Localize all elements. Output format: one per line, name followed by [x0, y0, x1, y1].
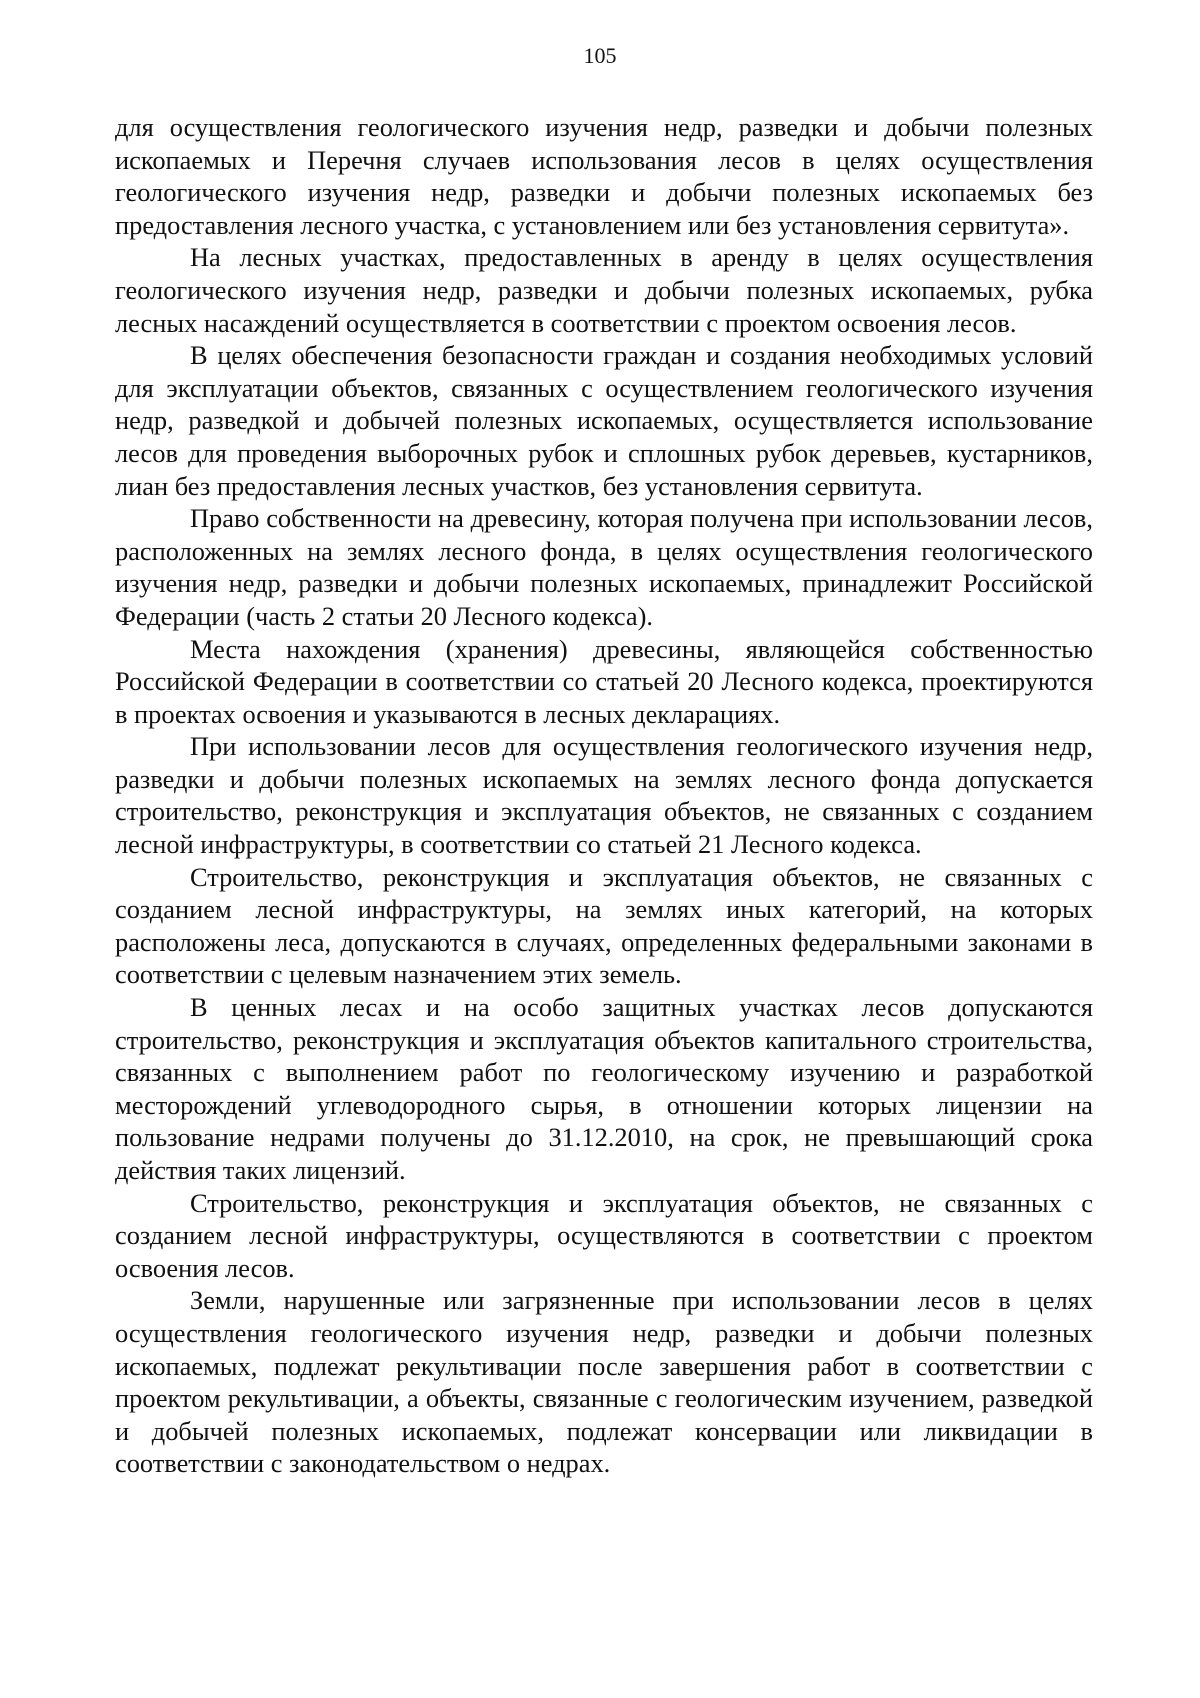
paragraph: На лесных участках, предоставленных в аренду в целях осуществления геологического изучения недр, разведки и добычи полезных ископаемых, рубка лесных насаждений осуществляется в соответствии с проектом освоения лесов. [115, 242, 1093, 338]
paragraph: В целях обеспечения безопасности граждан и создания необходимых условий для эксплуатации объектов, связанных с осуществлением геологического изучения недр, разведкой и добычей полезных ископаемых, осуществляется использование лесов для проведения выборочных рубок и сплошных рубок деревьев, кустарников, лиан без предоставления лесных участков, без установления сервитута. [115, 340, 1093, 501]
paragraph: При использовании лесов для осуществления геологического изучения недр, разведки и добычи полезных ископаемых на землях лесного фонда допускается строительство, реконструкция и эксплуатация объектов, не связанных с созданием лесной инфраструктуры, в соответствии со статьей 21 Лесного кодекса. [115, 731, 1093, 860]
page-number: 105 [583, 43, 617, 68]
body-text [115, 111, 1093, 1480]
paragraph: Места нахождения (хранения) древесины, являющейся собственностью Российской Федерации в соответствии со статьей 20 Лесного кодекса, проектируются в проектах освоения и указываются в лесных декларациях. [115, 633, 1093, 729]
paragraph: Строительство, реконструкция и эксплуатация объектов, не связанных с созданием лесной инфраструктуры, осуществляются в соответствии с проектом освоения лесов. [115, 1187, 1093, 1283]
paragraph: Строительство, реконструкция и эксплуатация объектов, не связанных с созданием лесной инфраструктуры, на землях иных категорий, на которых расположены леса, допускаются в случаях, определенных федеральными законами в соответствии с целевым назначением этих земель. [115, 861, 1093, 990]
paragraph: для осуществления геологического изучения недр, разведки и добычи полезных ископаемых и Перечня случаев использования лесов в целях осуществления геологического изучения недр, разведки и добычи полезных ископаемых без предоставления лесного участка, с установлением или без установления сервитута». [115, 112, 1093, 240]
paragraph: В ценных лесах и на особо защитных участках лесов допускаются строительство, реконструкция и эксплуатация объектов капитального строительства, связанных с выполнением работ по геологическому изучению и разработкой месторождений углеводородного сырья, в отношении которых лицензии на пользование недрами получены до 31.12.2010, на срок, не превышающий срока действия таких лицензий. [115, 992, 1093, 1185]
paragraph: Земли, нарушенные или загрязненные при использовании лесов в целях осуществления геологического изучения недр, разведки и добычи полезных ископаемых, подлежат рекультивации после завершения работ в соответствии с проектом рекультивации, а объекты, связанные с геологическим изучением, разведкой и добычей полезных ископаемых, подлежат консервации или ликвидации в соответствии с законодательством о недрах. [115, 1285, 1093, 1479]
paragraph: Право собственности на древесину, которая получена при использовании лесов, расположенных на землях лесного фонда, в целях осуществления геологического изучения недр, разведки и добычи полезных ископаемых, принадлежит Российской Федерации (часть 2 статьи 20 Лесного кодекса). [115, 503, 1093, 631]
